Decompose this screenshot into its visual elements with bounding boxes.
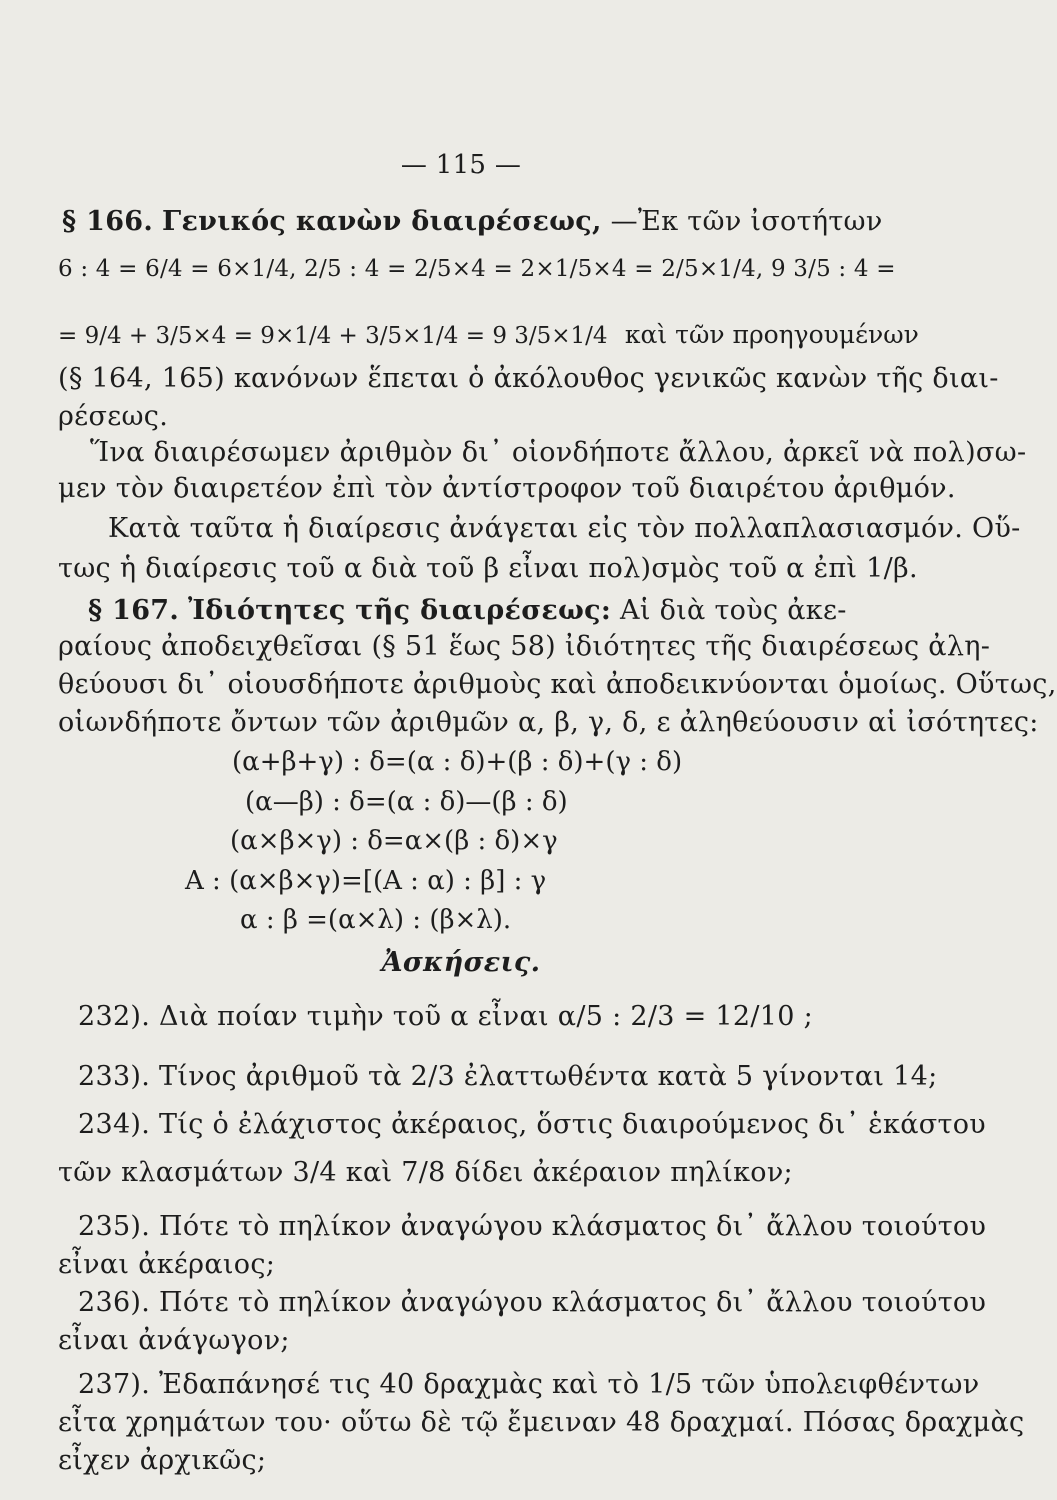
exercise-236-line-1: 236). Πότε τὸ πηλίκον ἀναγώγου κλάσματος δι᾽ ἄλλου τοιούτου xyxy=(78,1287,987,1318)
exercise-233: 233). Τίνος ἀριθμοῦ τὰ 2/3 ἐλαττωθέντα κατὰ 5 γίνονται 14; xyxy=(78,1061,938,1092)
exercises-heading: Ἀσκήσεις. xyxy=(381,947,541,978)
section-167-title: Ἰδιότητες τῆς διαιρέσεως: xyxy=(187,595,612,626)
section-167-line-1: Αἱ διὰ τοὺς ἀκε- xyxy=(620,595,847,626)
s166-line-1: (§ 164, 165) κανόνων ἕπεται ὁ ἀκόλουθος γενικῶς κανὼν τῆς διαι- xyxy=(58,363,999,394)
s166-line-5: Κατὰ ταῦτα ἡ διαίρεσις ἀνάγεται εἰς τὸν πολλαπλασιασμόν. Οὕ- xyxy=(108,513,1021,544)
s166-rule-line-1: Ἵνα διαιρέσωμεν ἀριθμὸν δι᾽ οἱονδήποτε ἄλλου, ἀρκεῖ νὰ πολ)σω- xyxy=(90,437,1027,468)
exercise-234-line-2: τῶν κλασμάτων 3/4 καὶ 7/8 δίδει ἀκέραιον πηλίκον; xyxy=(58,1157,793,1188)
exercise-232: 232). Διὰ ποίαν τιμὴν τοῦ α εἶναι α/5 : 2/3 = 12/10 ; xyxy=(78,1001,813,1032)
section-167-mark: § 167. xyxy=(88,595,180,626)
equation-line-1: 6 : 4 = 6/4 = 6×1/4, 2/5 : 4 = 2/5×4 = 2×1/5×4 = 2/5×1/4, 9 3/5 : 4 = xyxy=(58,256,896,282)
property-formula-4: Α : (α×β×γ)=[(Α : α) : β] : γ xyxy=(185,866,547,896)
section-166-heading xyxy=(62,205,883,239)
property-formula-3: (α×β×γ) : δ=α×(β : δ)×γ xyxy=(230,826,558,856)
exercise-236-line-2: εἶναι ἀνάγωγον; xyxy=(58,1325,290,1356)
equation-line-2-tail: καὶ τῶν προηγουμένων xyxy=(624,320,919,349)
s166-rule-line-2: μεν τὸν διαιρετέον ἐπὶ τὸν ἀντίστροφον τοῦ διαιρέτου ἀριθμόν. xyxy=(58,473,956,504)
equation-line-2-body: = 9/4 + 3/5×4 = 9×1/4 + 3/5×1/4 = 9 3/5×1/4 xyxy=(58,323,608,349)
exercise-237-line-3: εἶχεν ἀρχικῶς; xyxy=(58,1445,267,1476)
exercise-237-line-1: 237). Ἐδαπάνησέ τις 40 δραχμὰς καὶ τὸ 1/5 τῶν ὑπολειφθέντων xyxy=(78,1369,980,1400)
property-formula-2: (α—β) : δ=(α : δ)—(β : δ) xyxy=(245,787,568,817)
section-167-heading xyxy=(88,594,847,628)
section-166-title: Γενικός κανὼν διαιρέσεως, xyxy=(161,206,602,237)
equation-line-2 xyxy=(58,318,919,353)
section-167-line-3: θεύουσι δι᾽ οἱουσδήποτε ἀριθμοὺς καὶ ἀποδεικνύονται ὁμοίως. Οὕτως, xyxy=(58,669,1057,700)
s166-line-2: ρέσεως. xyxy=(58,401,169,432)
section-167-line-4: οἱωνδήποτε ὄντων τῶν ἀριθμῶν α, β, γ, δ, ε ἀληθεύουσιν αἱ ἰσότητες: xyxy=(58,707,1039,738)
section-166-mark: § 166. xyxy=(62,206,154,237)
page-number: — 115 — xyxy=(400,150,522,180)
section-167-line-2: ραίους ἀποδειχθεῖσαι (§ 51 ἕως 58) ἰδιότητες τῆς διαιρέσεως ἀλη- xyxy=(58,631,991,662)
exercise-237-line-2: εἶτα χρημάτων του· οὕτω δὲ τῷ ἔμειναν 48 δραχμαί. Πόσας δραχμὰς xyxy=(58,1407,1025,1438)
exercise-235-line-2: εἶναι ἀκέραιος; xyxy=(58,1249,276,1280)
property-formula-5: α : β =(α×λ) : (β×λ). xyxy=(240,905,512,935)
section-166-intro: —Ἐκ τῶν ἰσοτήτων xyxy=(610,206,883,237)
exercise-234-line-1: 234). Τίς ὁ ἐλάχιστος ἀκέραιος, ὅστις διαιρούμενος δι᾽ ἑκάστου xyxy=(78,1109,986,1140)
s166-line-6: τως ἡ διαίρεσις τοῦ α διὰ τοῦ β εἶναι πολ)σμὸς τοῦ α ἐπὶ 1/β. xyxy=(58,553,918,584)
property-formula-1: (α+β+γ) : δ=(α : δ)+(β : δ)+(γ : δ) xyxy=(232,747,683,777)
exercise-235-line-1: 235). Πότε τὸ πηλίκον ἀναγώγου κλάσματος δι᾽ ἄλλου τοιούτου xyxy=(78,1211,987,1242)
